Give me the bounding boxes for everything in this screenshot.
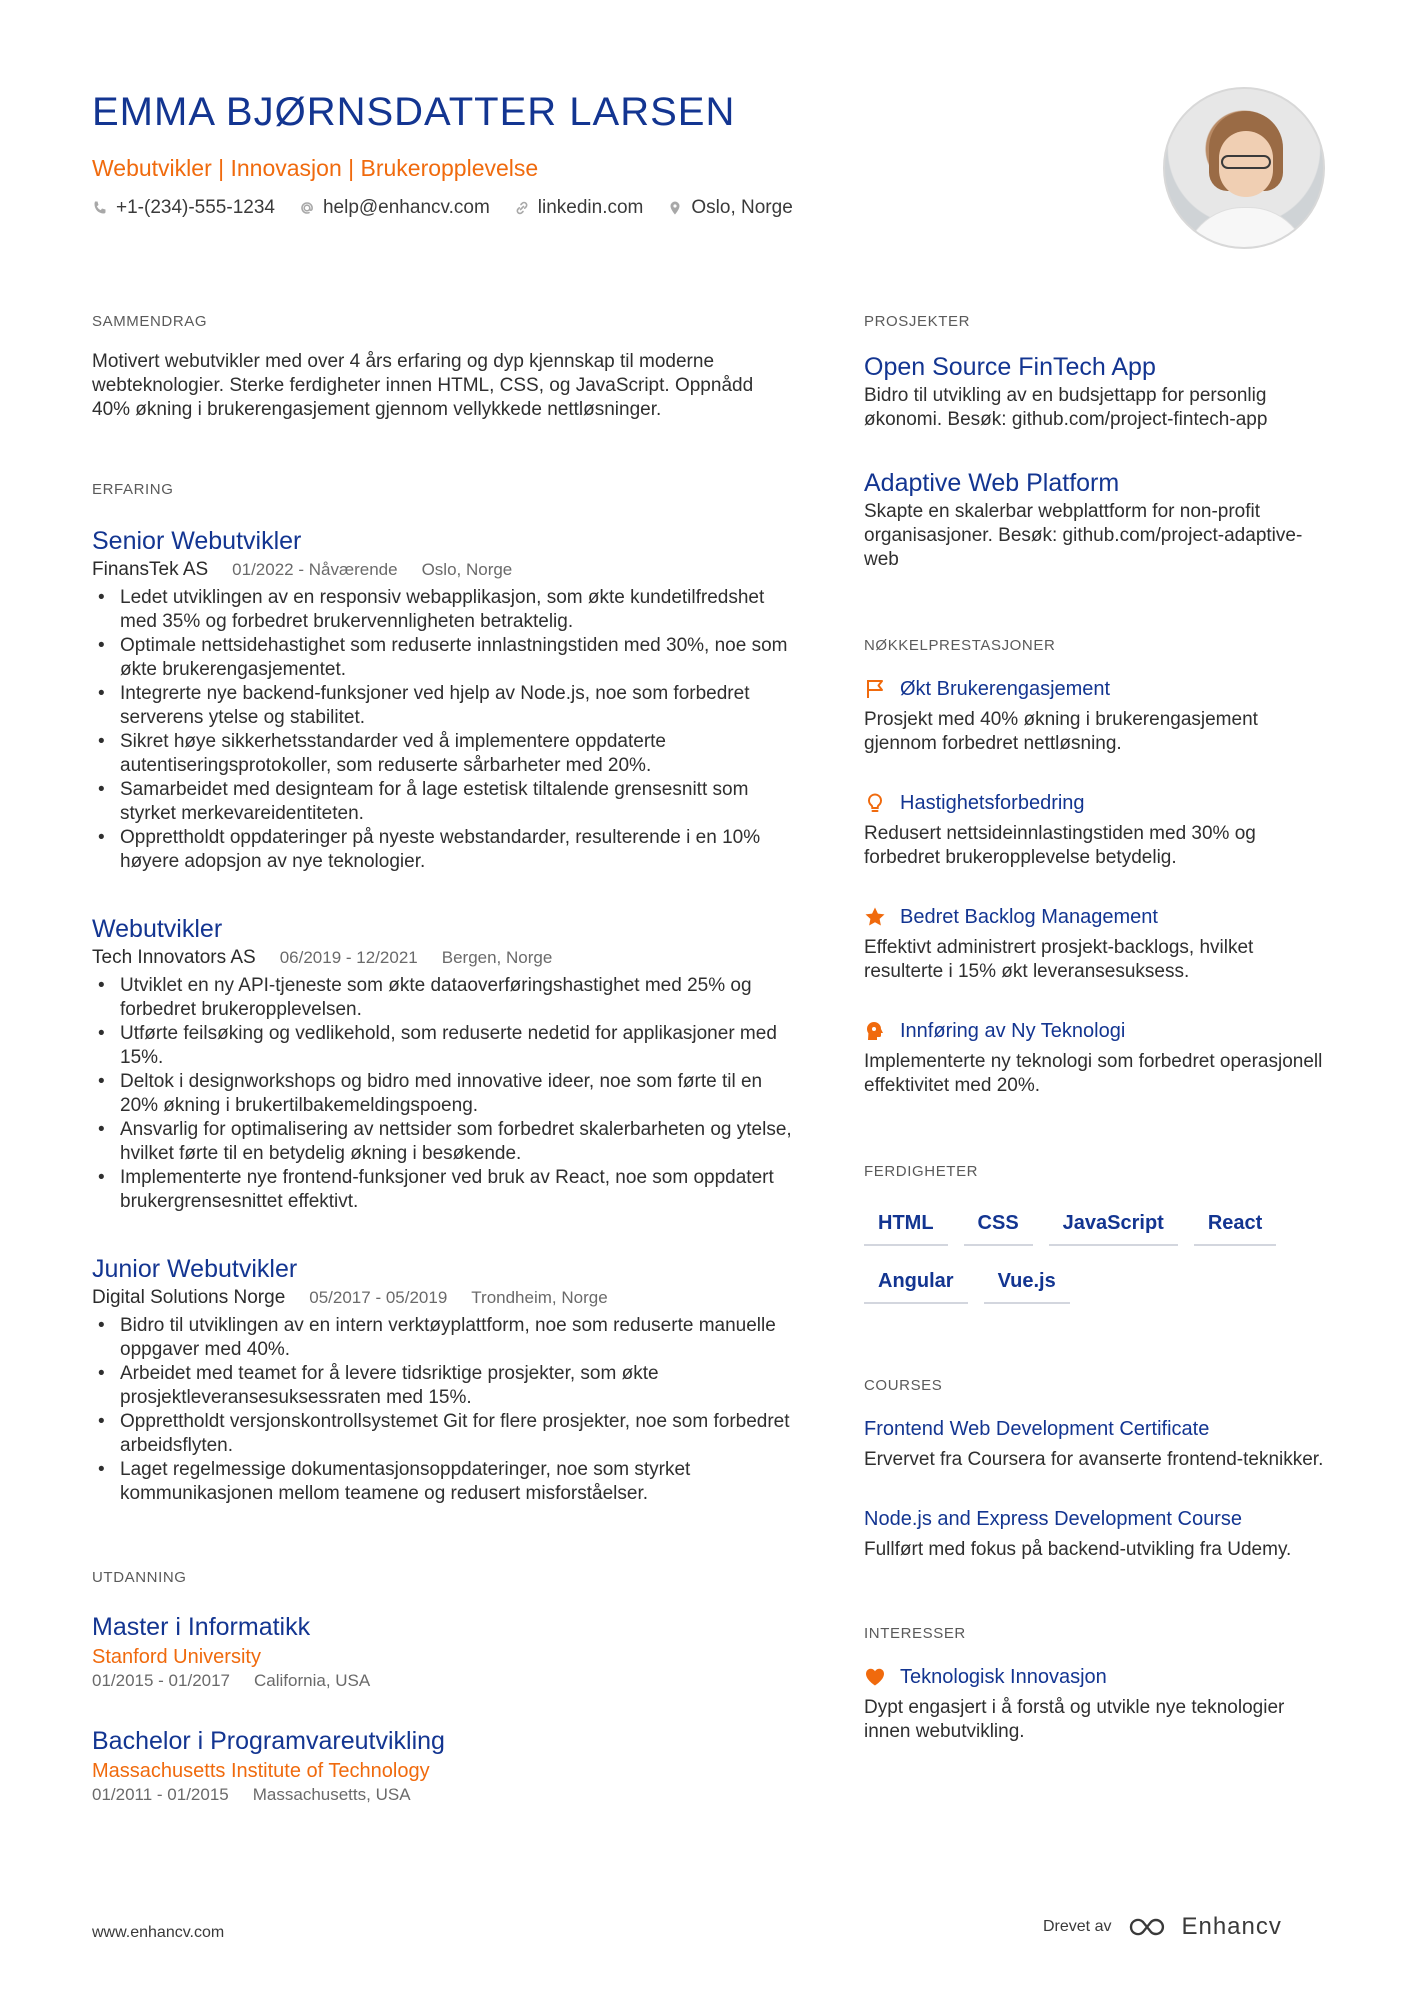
contact-phone: [92, 196, 275, 220]
skill-tag: JavaScript: [1049, 1204, 1178, 1246]
resume-header: [92, 86, 1142, 220]
lightbulb-icon: [864, 792, 886, 814]
job-bullet: • Deltok i designworkshops og bidro med innovative ideer, noe som førte til en 20% økning i brukertilbakemeldingspoeng.: [92, 1070, 792, 1118]
interest-text: Dypt engasjert i å forstå og utvikle nye teknologier innen webutvikling.: [864, 1697, 1285, 1742]
candidate-name: EMMA BJØRNSDATTER LARSEN: [92, 90, 736, 134]
education-entry: [92, 1726, 792, 1806]
job-location: Trondheim, Norge: [471, 1288, 608, 1307]
email-text[interactable]: help@enhancv.com: [322, 197, 490, 218]
job-bullets: [92, 1314, 792, 1506]
experience-heading: ERFARING: [92, 481, 174, 498]
job-title: Webutvikler: [92, 915, 223, 943]
footer-website[interactable]: www.enhancv.com: [92, 1924, 225, 1941]
course-text: Fullført med fokus på backend-utvikling fra Udemy.: [864, 1539, 1292, 1560]
job-bullet: • Implementerte nye frontend-funksjoner ved bruk av React, noe som oppdatert brukergrensesnittet effektivt.: [92, 1166, 792, 1214]
project-text: Bidro til utvikling av en budsjettapp for personlig økonomi. Besøk: github.com/project-fintech-app: [864, 385, 1268, 430]
job-location: Bergen, Norge: [441, 948, 553, 967]
candidate-tagline: Webutvikler | Innovasjon | Brukeropplevelse: [92, 155, 539, 181]
job-title: Senior Webutvikler: [92, 527, 302, 555]
skills-section: [864, 1162, 1334, 1304]
linkedin-text[interactable]: linkedin.com: [537, 197, 644, 218]
right-column: [864, 312, 1334, 1744]
summary-heading: SAMMENDRAG: [92, 313, 208, 330]
achievement-entry: [864, 676, 1334, 756]
education-degree: Master i Informatikk: [92, 1613, 311, 1641]
achievement-text: Prosjekt med 40% økning i brukerengasjement gjennom forbedret nettløsning.: [864, 709, 1258, 754]
education-degree: Bachelor i Programvareutvikling: [92, 1727, 445, 1755]
course-title: Frontend Web Development Certificate: [864, 1418, 1210, 1440]
projects-section: [864, 312, 1334, 572]
job-meta: [92, 558, 792, 582]
achievement-entry: [864, 904, 1334, 984]
achievement-text: Redusert nettsideinnlastingstiden med 30% og forbedret brukeropplevelse betydelig.: [864, 823, 1256, 868]
brain-icon: [864, 1020, 886, 1042]
education-location: Massachusetts, USA: [252, 1785, 411, 1804]
course-entry: [864, 1506, 1334, 1562]
interests-heading: INTERESSER: [864, 1625, 966, 1642]
job-location: Oslo, Norge: [421, 560, 513, 579]
phone-text: +1-(234)-555-1234: [116, 197, 275, 218]
education-meta: [92, 1670, 792, 1692]
job-bullet: • Arbeidet med teamet for å levere tidsriktige prosjekter, som økte prosjektleveransesuksessraten med 15%.: [92, 1362, 792, 1410]
job-dates: 06/2019 - 12/2021: [279, 948, 418, 967]
project-title: Adaptive Web Platform: [864, 469, 1120, 497]
education-dates: 01/2011 - 01/2015: [92, 1785, 229, 1804]
footer-branding: [1043, 1913, 1282, 1941]
job-entry: [92, 526, 792, 874]
interests-section: [864, 1624, 1334, 1744]
job-dates: 05/2017 - 05/2019: [309, 1288, 448, 1307]
powered-by-text: Drevet av: [1043, 1918, 1112, 1935]
achievement-head: [864, 676, 1334, 702]
education-dates: 01/2015 - 01/2017: [92, 1671, 231, 1690]
skill-tag: Vue.js: [984, 1262, 1070, 1304]
job-bullet: • Bidro til utviklingen av en intern verktøyplattform, noe som reduserte manuelle oppgaver med 40%.: [92, 1314, 792, 1362]
achievements-section: [864, 636, 1334, 1098]
photo-shirt: [1183, 207, 1309, 249]
achievement-entry: [864, 1018, 1334, 1098]
brand-logo[interactable]: [1127, 1913, 1281, 1941]
courses-heading: COURSES: [864, 1377, 943, 1394]
job-bullets: [92, 974, 792, 1214]
achievement-title: Innføring av Ny Teknologi: [900, 1020, 1126, 1042]
education-heading: UTDANNING: [92, 1569, 187, 1586]
job-meta: [92, 946, 792, 970]
achievement-text: Effektivt administrert prosjekt-backlogs, hvilket resulterte i 15% økt leveransesuksess.: [864, 937, 1254, 982]
job-company: Tech Innovators AS: [92, 947, 256, 968]
achievement-head: [864, 904, 1334, 930]
job-bullet: • Ledet utviklingen av en responsiv webapplikasjon, som økte kundetilfredshet med 35% og forbedret brukervennligheten betraktelig.: [92, 586, 792, 634]
courses-section: [864, 1376, 1334, 1562]
project-text: Skapte en skalerbar webplattform for non-profit organisasjoner. Besøk: github.com/project-adaptive-web: [864, 501, 1303, 570]
interest-entry: [864, 1664, 1334, 1744]
skill-tag: CSS: [964, 1204, 1033, 1246]
skill-tag: React: [1194, 1204, 1276, 1246]
job-bullet: • Ansvarlig for optimalisering av nettsider som forbedret skalerbarheten og ytelse, hvilket førte til en betydelig økning i besøkende.: [92, 1118, 792, 1166]
achievement-entry: [864, 790, 1334, 870]
project-title: Open Source FinTech App: [864, 353, 1156, 381]
contact-location: [667, 196, 792, 220]
education-school: Massachusetts Institute of Technology: [92, 1760, 430, 1782]
job-title: Junior Webutvikler: [92, 1255, 298, 1283]
summary-text: Motivert webutvikler med over 4 års erfaring og dyp kjennskap til moderne webteknologier. Sterke ferdigheter innen HTML, CSS, og JavaScript. Oppnådd 40% økning i brukerengasjement gjennom vellykkede nettløsninger.: [92, 351, 754, 420]
location-pin-icon: [667, 200, 683, 216]
profile-photo: [1163, 87, 1325, 249]
left-column: [92, 312, 792, 1806]
course-text: Ervervet fra Coursera for avanserte frontend-teknikker.: [864, 1449, 1324, 1470]
job-bullet: • Optimale nettsidehastighet som reduserte innlastningstiden med 30%, noe som økte brukerengasjementet.: [92, 634, 792, 682]
enhancv-logo-icon: [1127, 1915, 1173, 1939]
job-entry: [92, 1254, 792, 1506]
contact-linkedin[interactable]: [514, 196, 644, 220]
job-bullet: • Utviklet en ny API-tjeneste som økte dataoverføringshastighet med 25% og forbedret brukeropplevelsen.: [92, 974, 792, 1022]
achievement-title: Økt Brukerengasjement: [900, 678, 1111, 700]
skill-tag: HTML: [864, 1204, 948, 1246]
projects-heading: PROSJEKTER: [864, 313, 971, 330]
education-meta: [92, 1784, 792, 1806]
achievement-head: [864, 790, 1334, 816]
job-entry: [92, 914, 792, 1214]
heart-icon: [864, 1666, 886, 1688]
job-bullet: • Opprettholdt oppdateringer på nyeste webstandarder, resulterende i en 10% høyere adopsjon av nye teknologier.: [92, 826, 792, 874]
achievement-title: Hastighetsforbedring: [900, 792, 1085, 814]
skills-heading: FERDIGHETER: [864, 1163, 979, 1180]
summary-section: [92, 312, 792, 422]
link-icon: [514, 200, 530, 216]
at-icon: [299, 200, 315, 216]
job-dates: 01/2022 - Nåværende: [232, 560, 398, 579]
education-school: Stanford University: [92, 1646, 261, 1668]
project-entry: [864, 352, 1334, 432]
course-title: Node.js and Express Development Course: [864, 1508, 1242, 1530]
job-bullet: • Integrerte nye backend-funksjoner ved hjelp av Node.js, noe som forbedret serverens ytelse og stabilitet.: [92, 682, 792, 730]
interest-head: [864, 1664, 1334, 1690]
achievements-heading: NØKKELPRESTASJONER: [864, 637, 1056, 654]
brand-name: Enhancv: [1181, 1913, 1282, 1940]
job-company: FinansTek AS: [92, 559, 209, 580]
job-bullet: • Opprettholdt versjonskontrollsystemet Git for flere prosjekter, noe som forbedret arbeidsflyten.: [92, 1410, 792, 1458]
job-bullets: [92, 586, 792, 874]
flag-icon: [864, 678, 886, 700]
skills-list: [864, 1204, 1324, 1304]
location-text: Oslo, Norge: [691, 197, 793, 218]
photo-glasses: [1221, 155, 1271, 169]
job-meta: [92, 1286, 792, 1310]
education-location: California, USA: [254, 1671, 371, 1690]
achievement-text: Implementerte ny teknologi som forbedret operasjonell effektivitet med 20%.: [864, 1051, 1323, 1096]
achievement-head: [864, 1018, 1334, 1044]
interest-title: Teknologisk Innovasjon: [900, 1666, 1107, 1688]
education-section: [92, 1568, 792, 1806]
education-entry: [92, 1612, 792, 1692]
contact-info: [92, 196, 1142, 220]
job-bullet: • Laget regelmessige dokumentasjonsoppdateringer, noe som styrket kommunikasjonen mellom teamene og redusert misforståelser.: [92, 1458, 792, 1506]
job-company: Digital Solutions Norge: [92, 1287, 286, 1308]
course-entry: [864, 1416, 1334, 1472]
experience-section: [92, 480, 792, 1506]
star-icon: [864, 906, 886, 928]
job-bullet: • Utførte feilsøking og vedlikehold, som reduserte nedetid for applikasjoner med 15%.: [92, 1022, 792, 1070]
job-bullet: • Samarbeidet med designteam for å lage estetisk tiltalende grensesnitt som styrket merkevareidentiteten.: [92, 778, 792, 826]
project-entry: [864, 468, 1334, 572]
achievement-title: Bedret Backlog Management: [900, 906, 1158, 928]
job-bullet: • Sikret høye sikkerhetsstandarder ved å implementere oppdaterte autentiseringsprotokoller, som reduserte sårbarheter med 20%.: [92, 730, 792, 778]
skill-tag: Angular: [864, 1262, 968, 1304]
contact-email[interactable]: [299, 196, 490, 220]
phone-icon: [92, 200, 108, 216]
